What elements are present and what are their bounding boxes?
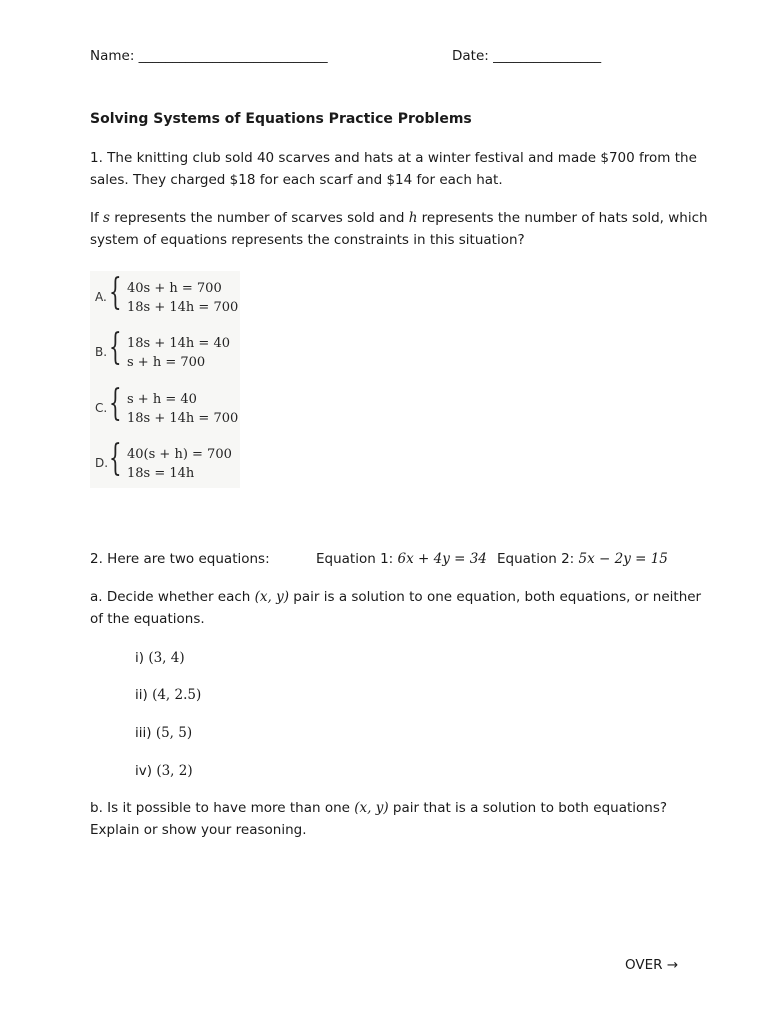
choice-equation-2: 18s + 14h = 700 (127, 300, 239, 315)
left-brace-icon: { (109, 272, 122, 313)
choice-equation-1: 40s + h = 700 (127, 281, 222, 296)
q2-equation-2: Equation 2: 5x − 2y = 15 (497, 551, 668, 567)
q2b-text-line-2: Explain or show your reasoning. (90, 822, 307, 838)
choice-b (90, 327, 240, 376)
xy-pair: (x, y) (254, 589, 290, 605)
q1-text-line-4: system of equations represents the constraints in this situation? (90, 232, 525, 248)
choice-equation-2: s + h = 700 (127, 355, 206, 370)
pair-item: iii) (5, 5) (135, 725, 193, 741)
pair-item: iv) (3, 2) (135, 763, 193, 779)
q2a-text-line-2: of the equations. (90, 611, 205, 627)
answer-choices (90, 271, 240, 488)
choice-a (90, 272, 240, 321)
q1-text-line-3: If s represents the number of scarves sold and h represents the number of hats sold, which (90, 210, 708, 226)
q2b-text-line-1: b. Is it possible to have more than one (x, y) pair that is a solution to both equations? (90, 800, 668, 816)
q2-intro: 2. Here are two equations: (90, 551, 270, 567)
q2-equation-1: Equation 1: 6x + 4y = 34 (316, 551, 487, 567)
choice-d (90, 438, 240, 487)
date-field-label: Date: ________________ (452, 48, 602, 64)
choice-equation-1: s + h = 40 (127, 392, 197, 407)
choice-equation-2: 18s = 14h (127, 466, 195, 481)
choice-letter: C. (95, 401, 108, 415)
pair-item: ii) (4, 2.5) (135, 687, 202, 703)
name-field-label: Name: ____________________________ (90, 48, 328, 64)
variable-h: h (408, 210, 418, 226)
page-title: Solving Systems of Equations Practice Problems (90, 111, 472, 127)
over-indicator: OVER → (625, 957, 679, 973)
pair-item: i) (3, 4) (135, 650, 185, 666)
variable-s: s (103, 210, 110, 226)
choice-letter: A. (95, 290, 107, 304)
left-brace-icon: { (109, 327, 122, 368)
q2a-text-line-1: a. Decide whether each (x, y) pair is a solution to one equation, both equations, or neither (90, 589, 702, 605)
q1-text-line-2: sales. They charged $18 for each scarf and $14 for each hat. (90, 172, 503, 188)
left-brace-icon: { (109, 383, 122, 424)
choice-equation-1: 40(s + h) = 700 (127, 447, 232, 462)
choice-equation-1: 18s + 14h = 40 (127, 336, 230, 351)
q1-text-line-1: 1. The knitting club sold 40 scarves and hats at a winter festival and made $700 from the (90, 150, 697, 166)
choice-letter: B. (95, 345, 108, 359)
xy-pair: (x, y) (354, 800, 389, 816)
choice-letter: D. (95, 456, 109, 470)
choice-equation-2: 18s + 14h = 700 (127, 411, 239, 426)
left-brace-icon: { (109, 438, 122, 479)
choice-c (90, 383, 240, 432)
